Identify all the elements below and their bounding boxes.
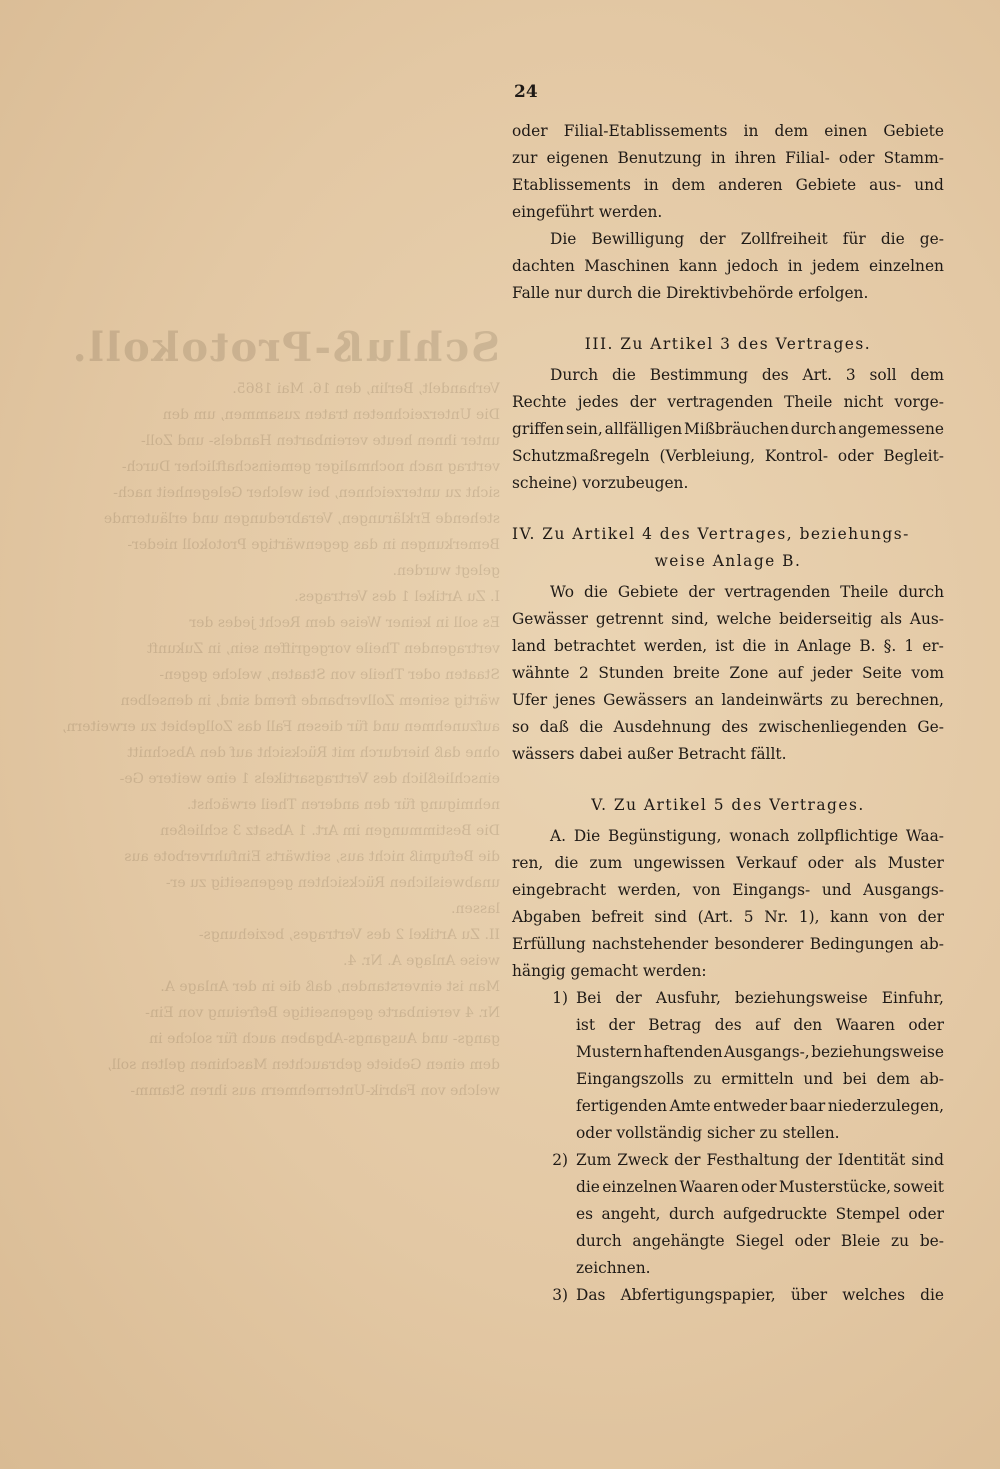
bleed-through-text (60, 320, 500, 1320)
text-line: hängig gemacht werden: (512, 962, 707, 980)
bleed-through-line: Es soll in keiner Weise dem Recht jedes der (189, 615, 500, 631)
text-line: scheine) vorzubeugen. (512, 474, 689, 492)
section-heading: III. Zu Artikel 3 des Vertrages. (584, 335, 872, 353)
text-line: ist der Betrag des auf den Waaren oder (576, 1016, 944, 1034)
text-line: dachten Maschinen kann jedoch in jedem einzelnen (512, 257, 944, 275)
bleed-through-line: nehmigung für den anderen Theil erwächst. (186, 797, 500, 813)
text-line: Zum Zweck der Festhaltung der Identität sind (576, 1151, 944, 1169)
list-number: 2) (552, 1151, 568, 1169)
paragraph (512, 362, 944, 497)
bleed-through-line: lassen. (451, 901, 500, 917)
bleed-through-line: I. Zu Artikel 1 des Vertrages. (294, 589, 500, 605)
text-line: die einzelnen Waaren oder Musterstücke, soweit (576, 1178, 944, 1196)
paragraph (512, 118, 944, 226)
section-heading (512, 521, 944, 575)
text-line: zeichnen. (576, 1259, 651, 1277)
text-line: Etablissements in dem anderen Gebiete aus- und (512, 176, 944, 194)
bleed-through-line: stehende Erklärungen, Verabredungen und erläuternde (103, 511, 500, 527)
bleed-through-line: wärtig seinem Zollverbande fremd sind, in denselben (120, 693, 500, 709)
bleed-through-line: unabweislichen Rücksichten gegenseitig zu er- (165, 875, 500, 891)
bleed-through-line: Man ist einverstanden, daß die in der Anlage A. (160, 979, 500, 995)
bleed-through-line: II. Zu Artikel 2 des Vertrages, beziehungs- (198, 927, 500, 943)
section-heading-line: weise Anlage B. (654, 552, 802, 570)
text-line: Falle nur durch die Direktivbehörde erfolgen. (512, 284, 869, 302)
bleed-through-line: unter ihnen heute vereinbarten Handels- und Zoll- (140, 433, 500, 449)
list-item (512, 985, 944, 1147)
paragraph (512, 226, 944, 307)
text-line: zur eigenen Benutzung in ihren Filial- oder Stamm- (512, 149, 944, 167)
list-item (512, 1147, 944, 1282)
bleed-through-line: Die Unterzeichneten traten zusammen, um den (162, 407, 500, 423)
text-line: Durch die Bestimmung des Art. 3 soll dem (550, 366, 944, 384)
text-line: Eingangszolls zu ermitteln und bei dem ab- (576, 1070, 944, 1088)
text-line: Erfüllung nachstehender besonderer Bedingungen ab- (512, 935, 944, 953)
text-line: eingeführt werden. (512, 203, 663, 221)
text-line: griffen sein, allfälligen Mißbräuchen durch angemessene (512, 420, 944, 438)
text-line: oder vollständig sicher zu stellen. (576, 1124, 840, 1142)
text-line: wässers dabei außer Betracht fällt. (512, 745, 787, 763)
bleed-through-line: weise Anlage A. Nr. 4. (343, 953, 500, 969)
section-heading-line: IV. Zu Artikel 4 des Vertrages, beziehungs- (512, 525, 910, 543)
bleed-through-line: Verhandelt, Berlin, den 16. Mai 1865. (232, 381, 500, 397)
text-line: Gewässer getrennt sind, welche beiderseitig als Aus- (512, 610, 944, 628)
text-line: land betrachtet werden, ist die in Anlage B. §. 1 er- (512, 637, 944, 655)
paragraph (512, 579, 944, 768)
bleed-through-line: ohne daß hierdurch mit Rücksicht auf den Abschnitt (127, 745, 500, 761)
bleed-through-line: Nr. 4 vereinbarte gegenseitige Befreiung von Ein- (145, 1005, 500, 1021)
bleed-through-line: Staaten oder Theile von Staaten, welche gegen- (159, 667, 500, 683)
text-line: ren, die zum ungewissen Verkauf oder als Muster (512, 854, 944, 872)
text-line: Rechte jedes der vertragenden Theile nicht vorge- (512, 393, 944, 411)
list-number: 1) (552, 989, 568, 1007)
text-line: Wo die Gebiete der vertragenden Theile durch (550, 583, 944, 601)
text-line: Mustern haftenden Ausgangs-, beziehungsweise (576, 1043, 944, 1061)
text-line: Das Abfertigungspapier, über welches die (576, 1286, 944, 1304)
bleed-through-line: welche von Fabrik-Unternehmern aus ihren Stamm- (130, 1083, 500, 1099)
text-line: oder Filial-Etablissements in dem einen Gebiete (512, 122, 944, 140)
text-line: A. Die Begünstigung, wonach zollpflichtige Waa- (550, 827, 944, 845)
bleed-through-line: einschließlich des Vertragsartikels 1 eine weitere Ge- (119, 771, 500, 787)
text-line: Bei der Ausfuhr, beziehungsweise Einfuhr, (576, 989, 944, 1007)
bleed-through-line: dem einen Gebiete gebrauchten Maschinen gelten soll, (107, 1057, 500, 1073)
text-line: es angeht, durch aufgedruckte Stempel oder (576, 1205, 944, 1223)
paragraph (512, 823, 944, 985)
bleed-through-line: vertrag nach nochmaliger gemeinschaftlicher Durch- (121, 459, 500, 475)
bleed-through-line: die Befugniß nicht aus, seitwärts Einfuhrverbote aus (124, 849, 500, 865)
text-line: Schutzmaßregeln (Verbleiung, Kontrol- oder Begleit- (512, 447, 944, 465)
bleed-through-line: vertragenden Theile vorgegriffen sein, in Zukunft (147, 641, 500, 657)
bleed-through-line: sicht zu unterzeichnen, bei welcher Gelegenheit nach- (113, 485, 500, 501)
bleed-through-line: aufzunehmen und für diesen Fall das Zollgebiet zu erweitern, (62, 719, 500, 735)
bleed-through-line: gelegt wurden. (392, 563, 500, 579)
section-heading: V. Zu Artikel 5 des Vertrages. (591, 796, 865, 814)
bleed-through-line: Bemerkungen in das gegenwärtige Protokoll nieder- (127, 537, 500, 553)
text-line: eingebracht werden, von Eingangs- und Ausgangs- (512, 881, 944, 899)
page-number: 24 (514, 82, 538, 102)
text-line: so daß die Ausdehnung des zwischenliegenden Ge- (512, 718, 944, 736)
text-line: fertigenden Amte entweder baar niederzulegen, (576, 1097, 944, 1115)
list-number: 3) (552, 1286, 568, 1304)
text-line: Die Bewilligung der Zollfreiheit für die ge- (550, 230, 944, 248)
bleed-through-title: Schluß-Protokoll. (70, 324, 500, 371)
text-column (512, 118, 944, 1309)
bleed-through-line: Die Bestimmungen im Art. 1 Absatz 3 schließen (160, 823, 500, 839)
text-line: Ufer jenes Gewässers an landeinwärts zu berechnen, (512, 691, 944, 709)
text-line: Abgaben befreit sind (Art. 5 Nr. 1), kann von der (512, 908, 944, 926)
text-line: wähnte 2 Stunden breite Zone auf jeder Seite vom (512, 664, 944, 682)
list-item (512, 1282, 944, 1309)
text-line: durch angehängte Siegel oder Bleie zu be- (576, 1232, 944, 1250)
bleed-through-line: gangs- und Ausgangs-Abgaben auch für solche in (149, 1031, 500, 1047)
